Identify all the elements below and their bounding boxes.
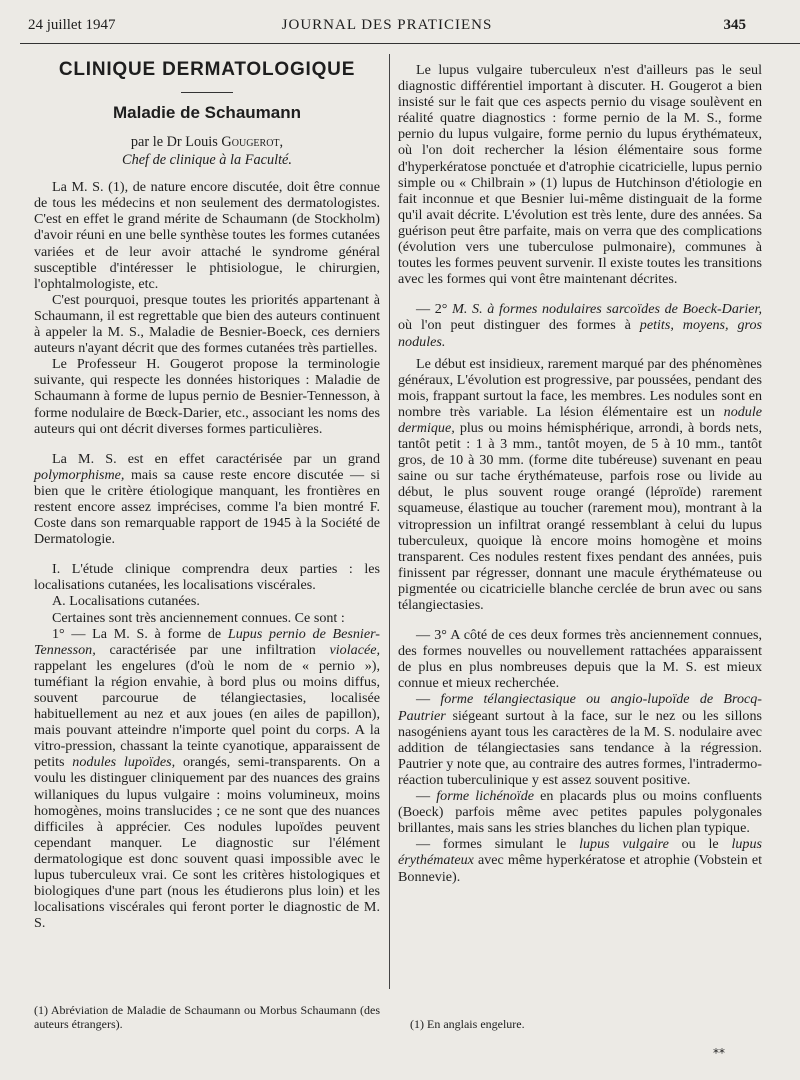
subheading: A. Localisations cutanées. — [52, 593, 200, 610]
paragraph: La M. S. (1), de nature encore discutée, doit être connue de tous les médecins et non seulement des dermatologistes. C'est en effet le grand mérite de Schaumann (de Stockholm) d'avoir réuni en une belle synthèse toutes les formes cutanées variées et de leur avoir attaché le syndrome général susceptible d'intéresser le phtisiologue, le chirurgien, l'ophtalmologiste, etc. — [34, 179, 380, 292]
paragraph: — 3° A côté de ces deux formes très anciennement connues, des formes nouvelles ou nouvellement rattachées apparaissent de plus en plus nombreuses depuis que la M. S. est mieux connue et mieux recherchée. — [398, 627, 762, 692]
page-number: 345 — [723, 17, 746, 33]
paragraph: 1° — La M. S. à forme de Lupus pernio de Besnier-Tennesson, caractérisée par une infiltration violacée, rappelant les engelures (d'où le nom de « pernio »), tuméfiant la région envahie, à bord plus ou moins diffus, souvent parcourue de télangiectasies, localisée habituellement au nez et aux joues (en ailes de papillon), mais pouvant atteindre n'importe quel point du corps. A la vitro-pression, chassant la teinte cyanotique, apparaissent de petits nodules lupoïdes, orangés, semi-transparents. On a voulu les distinguer cliniquement par des nuances des grains willaniques du lupus vulgaire : moins volumineux, moins homogènes, moins translucides ; ce ne sont que des nuances difficiles à apprécier. Ces nodules lupoïdes peuvent cependant manquer. Le diagnostic sur l'élément dermatologique est donc souvent quasi impossible avec le lupus tuberculeux vrai. Ce sont les critères histologiques et biologiques d'une part (nous les étudierons plus loin) et les localisations viscérales qui feront porter le diagnostic de M. S. — [34, 625, 380, 932]
journal-title: JOURNAL DES PRATICIENS — [281, 17, 493, 33]
header-rule — [20, 43, 800, 44]
byline — [34, 133, 380, 169]
right-column — [398, 62, 762, 885]
author-affiliation: Chef de clinique à la Faculté. — [122, 152, 292, 169]
paragraph: — formes simulant le lupus vulgaire ou le lupus érythémateux avec même hyperkératose et atrophie (Vobstein et Bonnevie). — [398, 836, 762, 885]
paragraph: La M. S. est en effet caractérisée par un grand polymorphisme, mais sa cause reste encore discutée — si bien que le critère étiologique manquant, les frontières en restent encore assez imprécises, comme l'a bien montré F. Coste dans son remarquable rapport de 1945 à la Société de Dermatologie. — [34, 450, 380, 548]
column-divider — [389, 54, 390, 989]
title-rule — [181, 92, 233, 93]
byline-prefix: par le Dr Louis — [130, 134, 222, 151]
section-title: CLINIQUE DERMATOLOGIQUE — [58, 59, 356, 80]
paragraph: Certaines sont très anciennement connues. Ce sont : — [52, 609, 345, 626]
footnote: (1) En anglais engelure. — [410, 1017, 525, 1031]
author-name: Gougerot, — [221, 134, 284, 151]
article-title: Maladie de Schaumann — [113, 103, 301, 123]
footnote: (1) Abréviation de Maladie de Schaumann ou Morbus Schaumann (des auteurs étrangers). — [34, 1003, 380, 1031]
paragraph: — forme télangiectasique ou angio-lupoïde de Brocq-Pautrier siégeant surtout à la face, sur le nez ou les sillons nasogéniens ayant tous les caractères de la M. S. nodulaire avec addition de télangiectasies sans tendance à la régression. Pautrier y note que, au contraire des autres formes, l'intradermo-réaction tuberculinique y est assez souvent positive. — [398, 691, 762, 788]
paragraph: Le Professeur H. Gougerot propose la terminologie suivante, qui respecte les données historiques : Maladie de Schaumann à forme de lupus pernio de Besnier-Tennesson, à forme nodulaire de Bœck-Darier, etc., associant les noms des auteurs qui ont décrit diverses formes particulières. — [34, 356, 380, 437]
ornament-stars: ** — [713, 1046, 725, 1060]
paragraph: Le début est insidieux, rarement marqué par des phénomènes généraux, L'évolution est progressive, par poussées, pendant des mois, frappant surtout la face, les membres. Les nodules sont en nombre très variable. La lésion élémentaire est un nodule dermique, plus ou moins hémisphérique, arrondi, à bords nets, tantôt petit : 1 à 3 mm., tantôt moyen, de 5 à 10 mm., tantôt gros, de 10 à 30 mm. (forme dite tubéreuse) suvenant en peau saine ou sur tache érythémateuse, parfois rose ou livide au début, le plus souvent rouge orangé (léproïde) rarement squameuse, élastique au toucher (rarement mou), montrant à la vitropression un infiltrat orangé ressemblant à celui du lupus tuberculeux, quoique là encore moins homogène et moins transparent. Ces nodules restent fixes pendant des années, puis finissent par régresser, donnant une macule érythémateuse ou pigmentée ou cicatricielle blanche cerclée de brun avec ou sans télangiectasies. — [398, 355, 762, 613]
running-header — [28, 17, 746, 39]
left-column — [34, 60, 380, 931]
paragraph: C'est pourquoi, presque toutes les priorités appartenant à Schaumann, il est regrettable que bien des auteurs continuent à appeler la M. S., Maladie de Besnier-Boeck, ces derniers auteurs n'ayant décrit que des formes cutanées très partielles. — [34, 291, 380, 357]
paragraph: — 2° M. S. à formes nodulaires sarcoïdes de Boeck-Darier, où l'on peut distinguer des formes à petits, moyens, gros nodules. — [398, 301, 763, 350]
issue-date: 24 juillet 1947 — [28, 17, 116, 33]
paragraph: Le lupus vulgaire tuberculeux n'est d'ailleurs pas le seul diagnostic différentiel important à discuter. H. Gougerot a bien insisté sur le fait que ces aspects pernio du visage soulèvent en réalité quatre diagnostics : forme pernio de la M. S., forme pernio du lupus vulgaire, forme pernio du lupus érythémateux, où l'on doit rechercher la lésion élémentaire sous forme d'hyperkératose ponctuée et d'atrophie cicatricielle, lupus pernio simple ou « Chilbrain » (1) lupus de Hutchinson d'étiologie en fait inconnue et que Besnier lui-même distinguait de la forme qu'il avait décrite. L'évolution est très lente, dure des années. Sa guérison peut être parfaite, mais on verra que des complications (évolution vers une tuberculose pulmonaire), communes à toutes les formes peuvent survenir. Il existe toutes les transitions avec les formes qui vont être maintenant décrites. — [398, 62, 762, 288]
paragraph: I. L'étude clinique comprendra deux parties : les localisations cutanées, les localisations viscérales. — [34, 561, 380, 594]
paragraph: — forme lichénoïde en placards plus ou moins confluents (Boeck) parfois même avec petites papules polygonales brillantes, mais sans les stries blanches du lichen plan typique. — [398, 788, 762, 837]
